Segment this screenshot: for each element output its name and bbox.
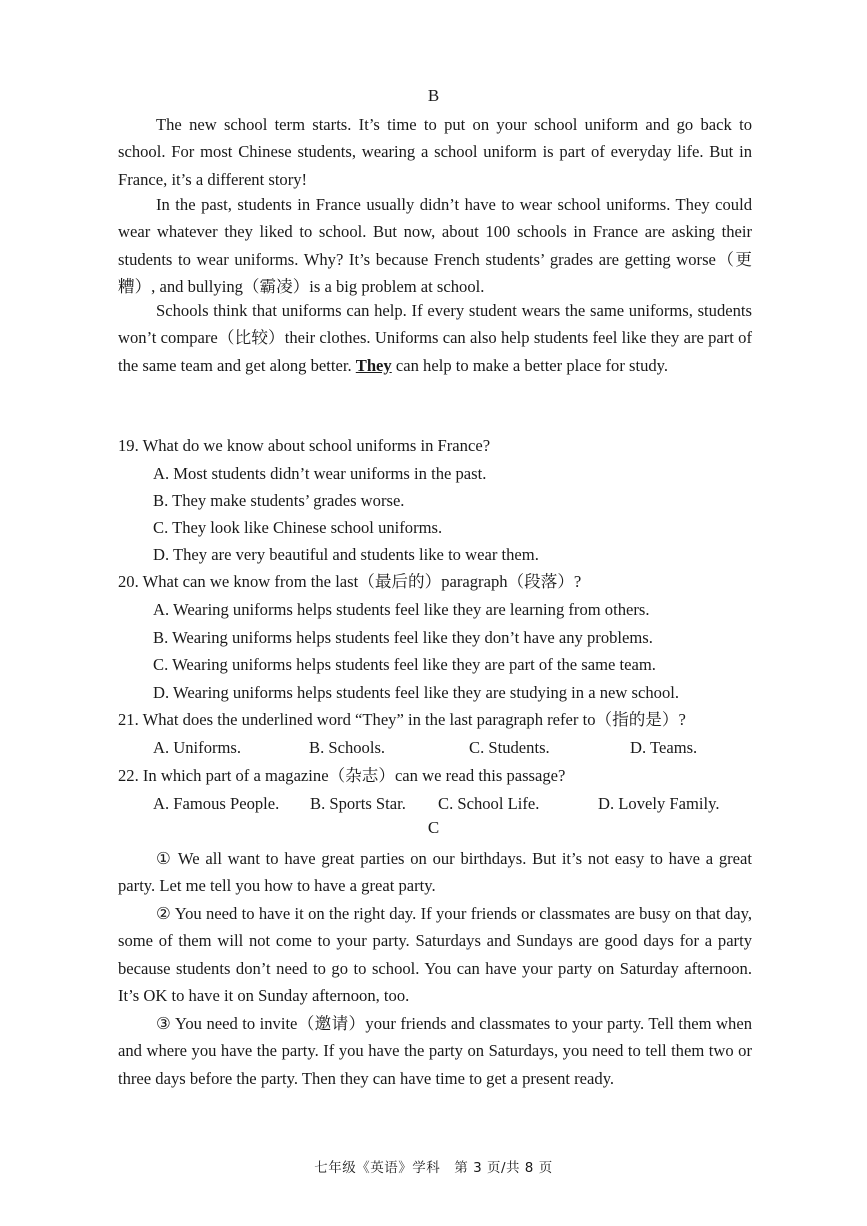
question-22-option-a: A. Famous People.	[153, 794, 280, 813]
question-21-option-a: A. Uniforms.	[153, 738, 242, 757]
paragraph-3-text-end: can help to make a better place for study.	[391, 355, 669, 375]
question-19-option-c: C. They look like Chinese school uniforms.	[153, 518, 443, 537]
passage-c-paragraph-1: ① We all want to have great parties on our birthdays. But it’s not easy to have a great party. Let me tell you how to have a great party.	[118, 849, 752, 896]
underlined-word-they: They	[355, 355, 392, 375]
section-b-title: B	[427, 86, 440, 105]
question-19: 19. What do we know about school uniforms in France?	[118, 436, 491, 455]
passage-c-paragraph-3: ③ You need to invite（邀请）your friends and classmates to your party. Tell them when and where you have the party. If you have the party on Saturdays, you need to tell them two or three days before the party. Then they can have time to get a present ready.	[118, 1014, 752, 1088]
question-19-option-a: A. Most students didn’t wear uniforms in the past.	[153, 464, 487, 483]
question-21-option-b: B. Schools.	[309, 738, 386, 757]
question-20-option-d: D. Wearing uniforms helps students feel like they are studying in a new school.	[153, 683, 680, 702]
paragraph-3-text-start: Schools think that uniforms can help. If every student wears the same uniforms, students won’t compare（比较）their clothes. Uniforms can also help students feel like they are part of the same team and get along better.	[118, 301, 752, 375]
question-20-option-a: A. Wearing uniforms helps students feel like they are learning from others.	[153, 600, 650, 619]
question-21-option-c: C. Students.	[469, 738, 550, 757]
question-19-option-b: B. They make students’ grades worse.	[153, 491, 405, 510]
question-20: 20. What can we know from the last（最后的）paragraph（段落）?	[118, 572, 582, 591]
page-footer: 七年级《英语》学科 第 3 页/共 8 页	[314, 1160, 553, 1176]
passage-b-paragraph-1: The new school term starts. It’s time to put on your school uniform and go back to school. For most Chinese students, wearing a school uniform is part of everyday life. But in France, it’s a different story!	[118, 115, 752, 189]
question-22: 22. In which part of a magazine（杂志）can we read this passage?	[118, 766, 566, 785]
question-22-option-d: D. Lovely Family.	[598, 794, 720, 813]
question-21-option-d: D. Teams.	[630, 738, 698, 757]
section-c-title: C	[427, 818, 440, 837]
passage-b-paragraph-3	[118, 297, 752, 379]
passage-b-paragraph-2: In the past, students in France usually didn’t have to wear school uniforms. They could wear whatever they liked to school. But now, about 100 schools in France are asking their students to wear uniforms. Why? It’s because French students’ grades are getting worse（更糟）, and bullying（霸凌）is a big problem at school.	[118, 195, 752, 296]
question-22-options	[153, 790, 753, 817]
question-21-options	[153, 734, 753, 761]
question-20-option-b: B. Wearing uniforms helps students feel like they don’t have any problems.	[153, 628, 653, 647]
question-22-option-b: B. Sports Star.	[310, 794, 406, 813]
passage-c-paragraph-2: ② You need to have it on the right day. If your friends or classmates are busy on that day, some of them will not come to your party. Saturdays and Sundays are good days for a party because students don’t need to go to school. You can have your party on Saturday afternoon. It’s OK to have it on Sunday afternoon, too.	[118, 904, 752, 1005]
question-19-option-d: D. They are very beautiful and students like to wear them.	[153, 545, 539, 564]
question-22-option-c: C. School Life.	[438, 794, 540, 813]
question-21: 21. What does the underlined word “They” in the last paragraph refer to（指的是）?	[118, 710, 686, 729]
question-20-option-c: C. Wearing uniforms helps students feel like they are part of the same team.	[153, 655, 656, 674]
